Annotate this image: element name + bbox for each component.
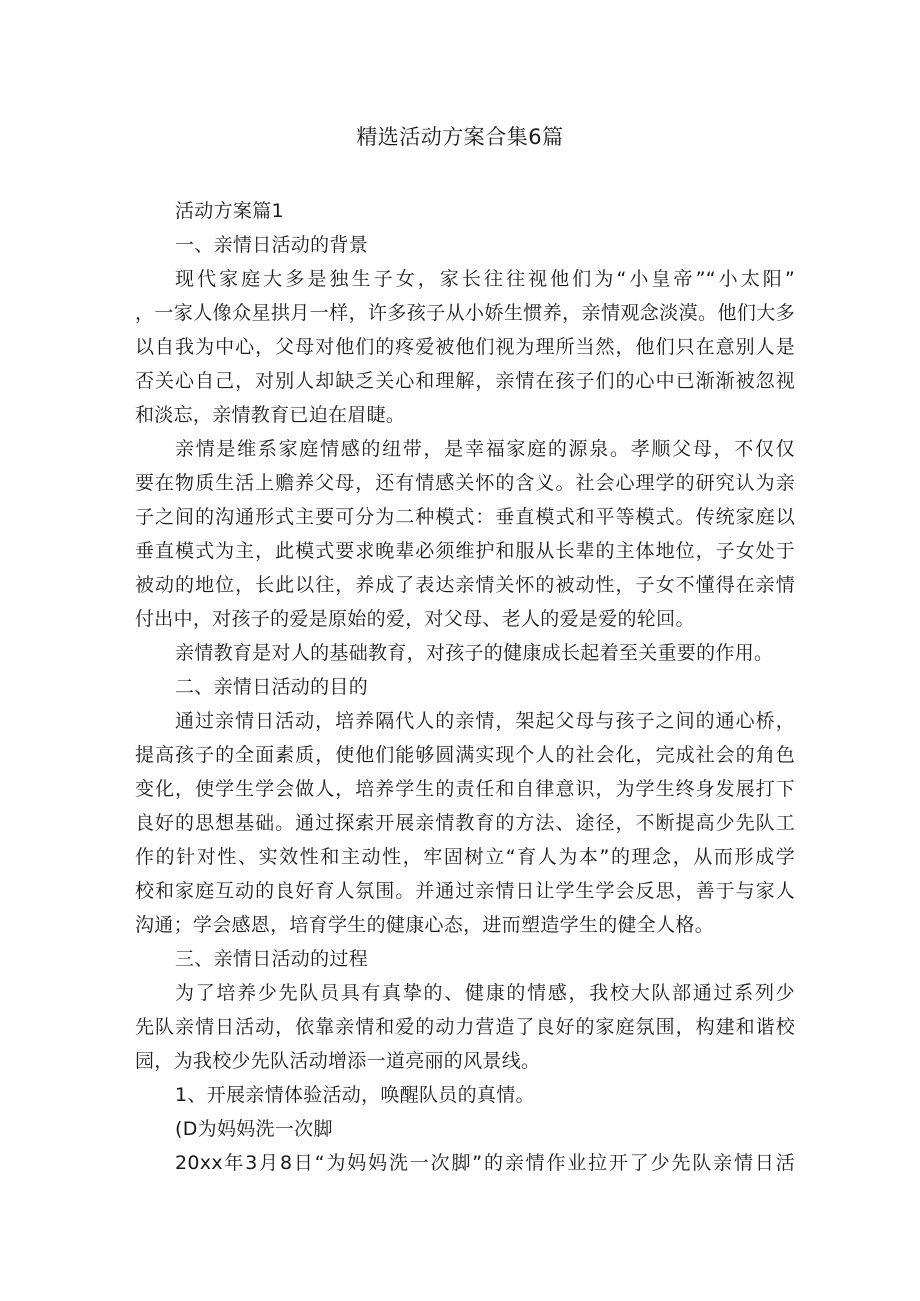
text-line: 否关心自己，对别人却缺乏关心和理解，亲情在孩子们的心中已渐渐被忽视 <box>135 370 795 392</box>
text-line: ，一家人像众星拱月一样，许多孩子从小娇生惯养，亲情观念淡漠。他们大多 <box>135 302 795 324</box>
text-line: 良好的思想基础。通过探索开展亲情教育的方法、途径，不断提高少先队工 <box>135 812 795 834</box>
text-line: 三、亲情日活动的过程 <box>175 948 369 970</box>
text-line: 现代家庭大多是独生子女，家长往往视他们为“小皇帝”“小太阳” <box>175 268 795 290</box>
text-line: 20xx年3月8日“为妈妈洗一次脚”的亲情作业拉开了少先队亲情日活 <box>175 1152 795 1174</box>
text-line: 被动的地位，长此以往，养成了表达亲情关怀的被动性，子女不懂得在亲情 <box>135 574 795 596</box>
text-line: 和淡忘，亲情教育已迫在眉睫。 <box>135 404 406 426</box>
text-line: 为了培养少先队员具有真挚的、健康的情感，我校大队部通过系列少 <box>175 982 795 1004</box>
text-line: 以自我为中心，父母对他们的疼爱被他们视为理所当然，他们只在意别人是 <box>135 336 795 358</box>
text-line: 通过亲情日活动，培养隔代人的亲情，架起父母与孩子之间的通心桥， <box>175 710 795 732</box>
text-line: 要在物质生活上赡养父母，还有情感关怀的含义。社会心理学的研究认为亲 <box>135 472 795 494</box>
text-line: 变化，使学生学会做人，培养学生的责任和自律意识，为学生终身发展打下 <box>135 778 795 800</box>
text-line: 二、亲情日活动的目的 <box>175 676 369 698</box>
text-line: 1、开展亲情体验活动，唤醒队员的真情。 <box>175 1084 535 1106</box>
text-line: 亲情是维系家庭情感的纽带，是幸福家庭的源泉。孝顺父母，不仅仅 <box>175 438 795 460</box>
text-line: 一、亲情日活动的背景 <box>175 234 369 256</box>
text-line: 子之间的沟通形式主要可分为二种模式：垂直模式和平等模式。传统家庭以 <box>135 506 795 528</box>
text-line: 付出中，对孩子的爱是原始的爱，对父母、老人的爱是爱的轮回。 <box>135 608 695 630</box>
text-line: 沟通；学会感恩，培育学生的健康心态，进而塑造学生的健全人格。 <box>135 914 715 936</box>
text-line: 校和家庭互动的良好育人氛围。并通过亲情日让学生学会反思，善于与家人 <box>135 880 795 902</box>
text-line: 活动方案篇1 <box>175 200 284 222</box>
text-line: 提高孩子的全面素质，使他们能够圆满实现个人的社会化，完成社会的角色 <box>135 744 795 766</box>
text-line: 亲情教育是对人的基础教育，对孩子的健康成长起着至关重要的作用。 <box>175 642 774 664</box>
text-line: 垂直模式为主，此模式要求晚辈必须维护和服从长辈的主体地位，子女处于 <box>135 540 795 562</box>
text-line: 作的针对性、实效性和主动性，牢固树立“育人为本”的理念，从而形成学 <box>135 846 795 868</box>
document-body <box>135 194 795 1180</box>
text-line: 先队亲情日活动，依靠亲情和爱的动力营造了良好的家庭氛围，构建和谐校 <box>135 1016 795 1038</box>
page-title: 精选活动方案合集6篇 <box>356 125 564 149</box>
text-line: 园，为我校少先队活动增添一道亮丽的风景线。 <box>135 1050 541 1072</box>
text-line: (D为妈妈洗一次脚 <box>175 1118 333 1140</box>
